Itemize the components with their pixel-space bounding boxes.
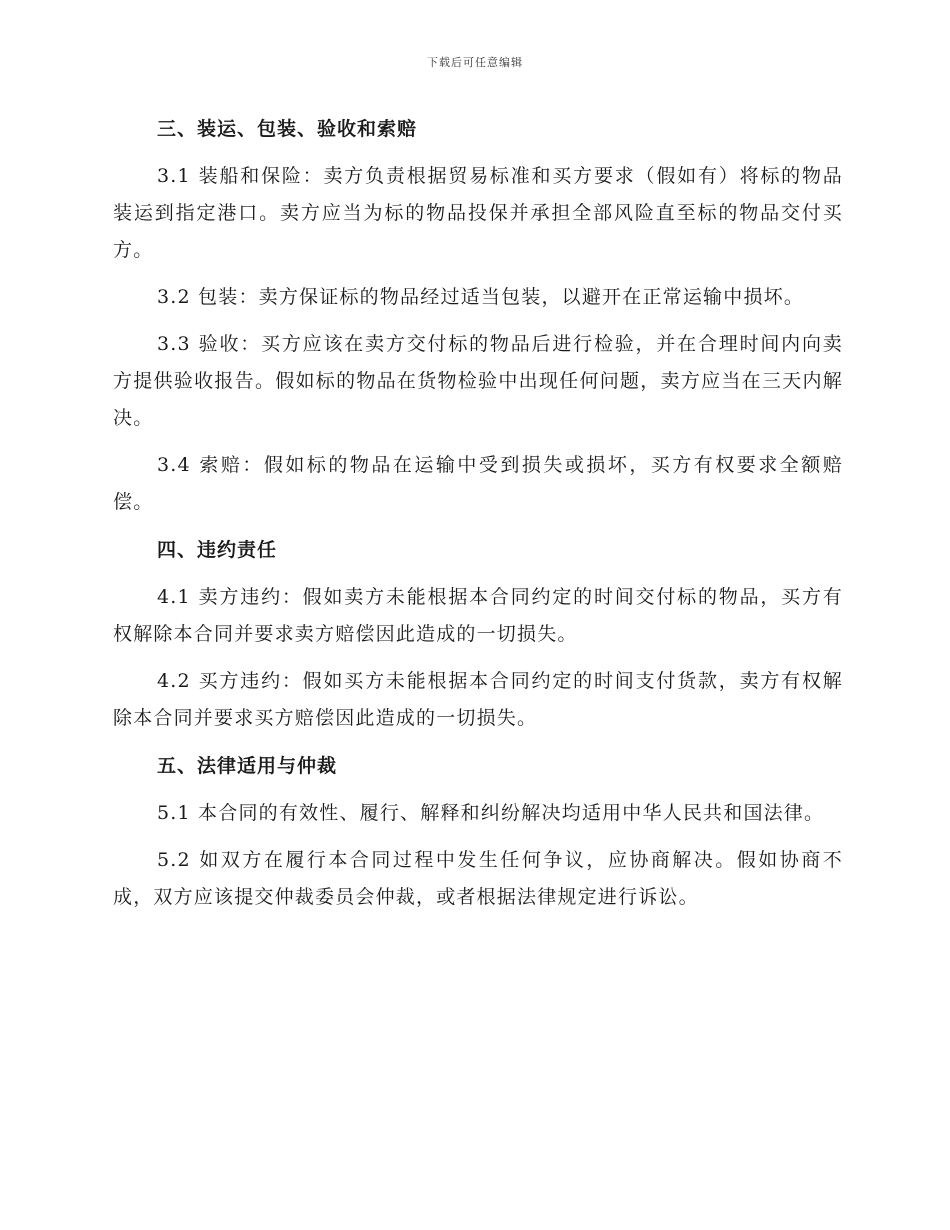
paragraph-3-4: 3.4 索赔：假如标的物品在运输中受到损失或损坏，买方有权要求全额赔偿。 [113, 454, 843, 513]
section-heading: 三、装运、包装、验收和索赔 [157, 118, 418, 140]
paragraph-5-2: 5.2 如双方在履行本合同过程中发生任何争议，应协商解决。假如协商不成，双方应该提交仲裁委员会仲裁，或者根据法律规定进行诉讼。 [113, 849, 843, 908]
section-shipping [113, 112, 843, 521]
paragraph-3-1: 3.1 装船和保险：卖方负责根据贸易标准和买方要求（假如有）将标的物品装运到指定港口。卖方应当为标的物品投保并承担全部风险直至标的物品交付买方。 [113, 165, 843, 261]
header-note: 下载后可任意编辑 [427, 56, 523, 69]
paragraph-3-3: 3.3 验收：买方应该在卖方交付标的物品后进行检验，并在合理时间内向卖方提供验收报告。假如标的物品在货物检验中出现任何问题，卖方应当在三天内解决。 [113, 333, 843, 429]
section-law [113, 749, 843, 916]
paragraph-4-1: 4.1 卖方违约：假如卖方未能根据本合同约定的时间交付标的物品，买方有权解除本合同并要求卖方赔偿因此造成的一切损失。 [113, 586, 843, 645]
section-heading: 四、违约责任 [157, 539, 278, 561]
section-heading: 五、法律适用与仲裁 [157, 755, 338, 777]
section-breach [113, 533, 843, 737]
paragraph-4-2: 4.2 买方违约：假如买方未能根据本合同约定的时间支付货款，卖方有权解除本合同并要求买方赔偿因此造成的一切损失。 [113, 670, 843, 729]
paragraph-3-2: 3.2 包装：卖方保证标的物品经过适当包装，以避开在正常运输中损坏。 [157, 286, 805, 308]
paragraph-5-1: 5.1 本合同的有效性、履行、解释和纠纷解决均适用中华人民共和国法律。 [157, 802, 825, 824]
document-body [113, 112, 843, 916]
